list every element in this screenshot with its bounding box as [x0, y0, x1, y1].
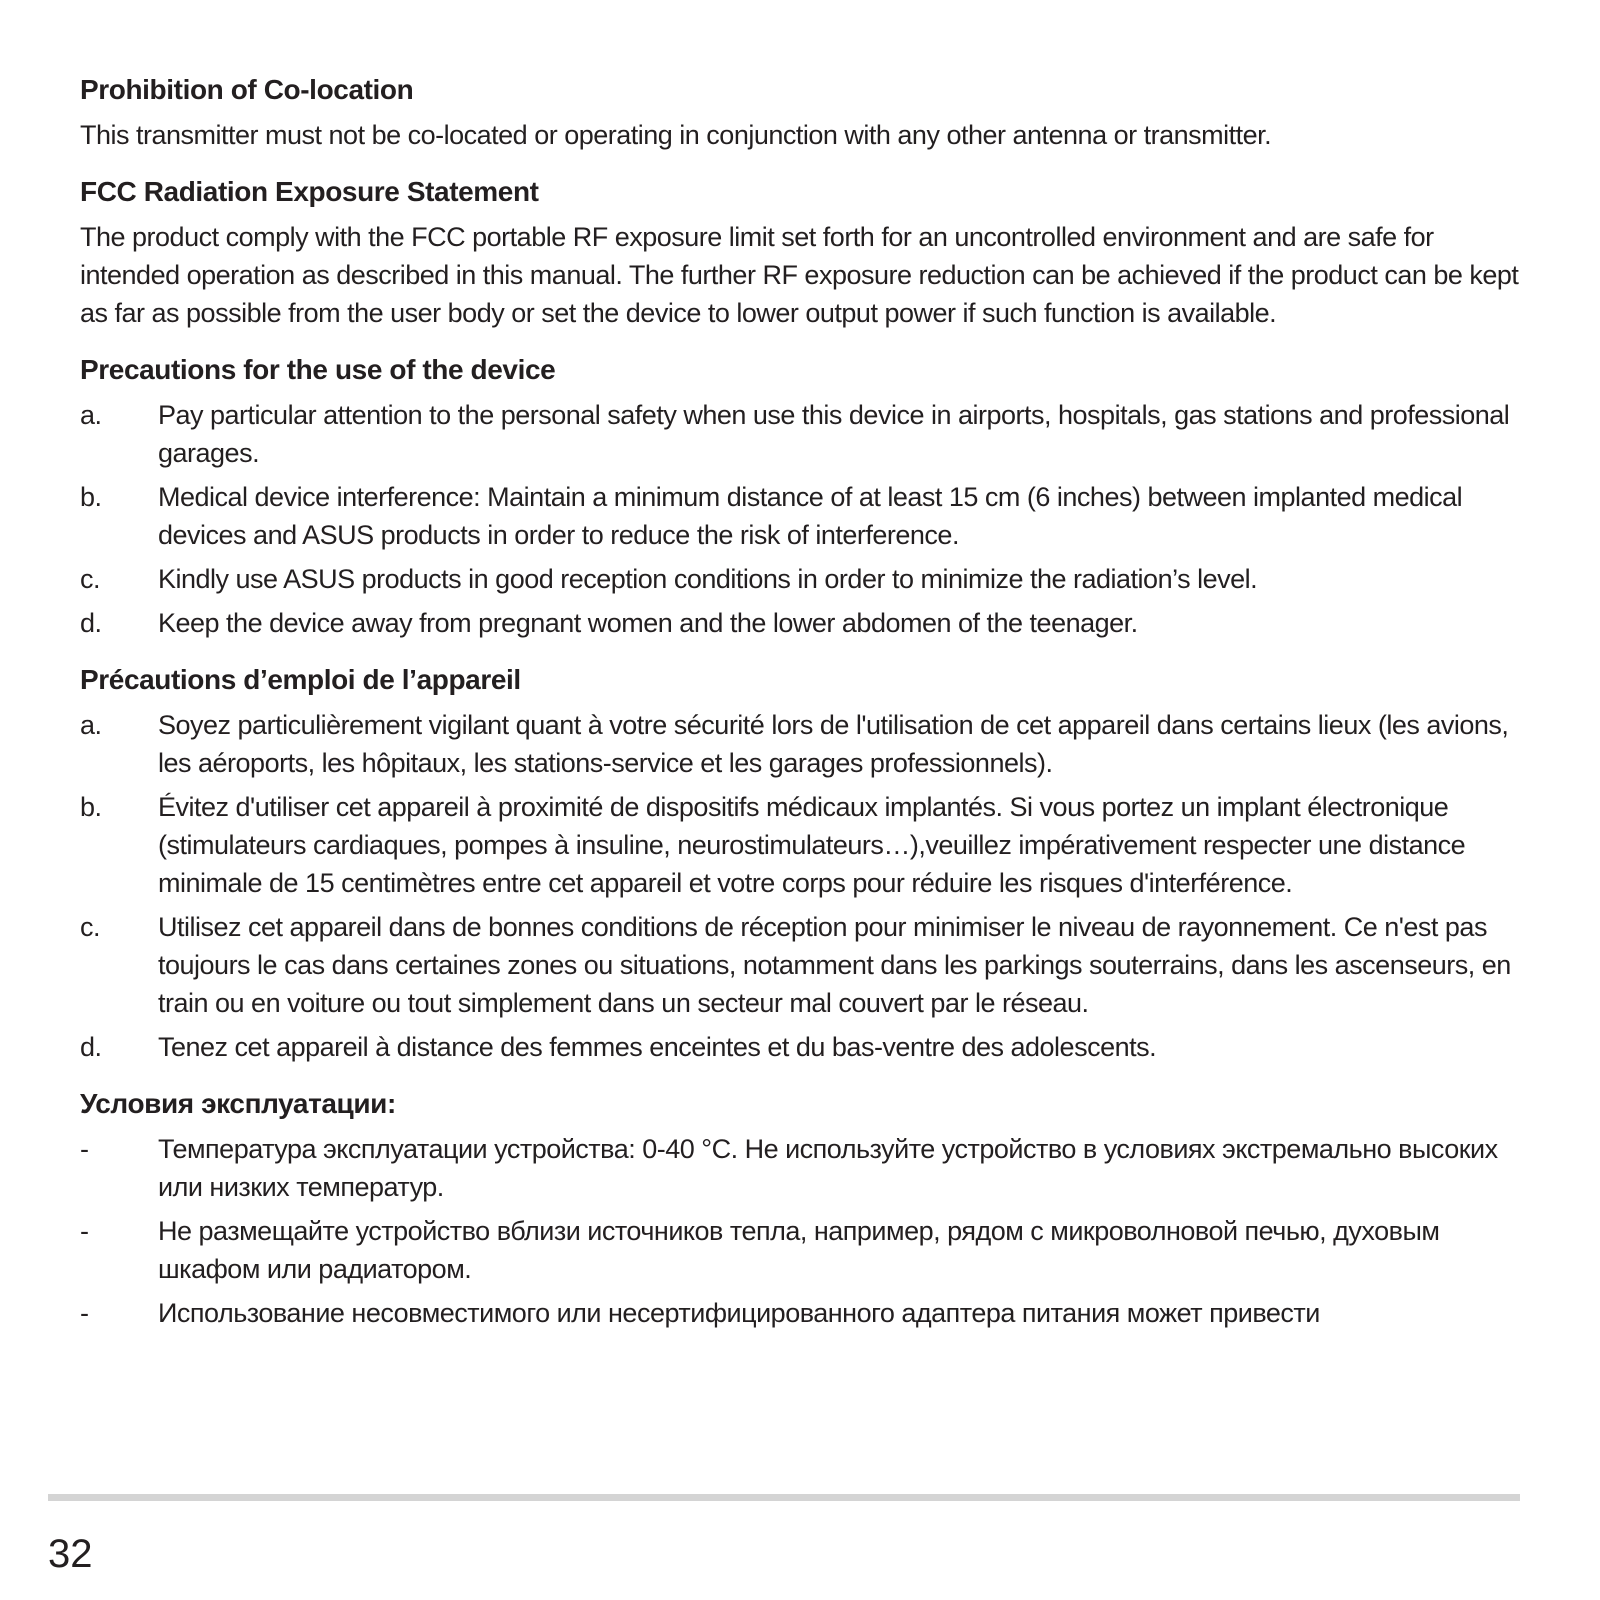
list-item-text: Keep the device away from pregnant women and the lower abdomen of the teenager.	[158, 608, 1138, 638]
list-item-text: Évitez d'utiliser cet appareil à proximité de dispositifs médicaux implantés. Si vous portez un implant électronique (stimulateurs cardiaques, pompes à insuline, neurostimulateurs…),veuillez impérativement respecter une distance minimale de 15 centimètres entre cet appareil et votre corps pour réduire les risques d'interférence.	[158, 792, 1466, 898]
list-item-text: Pay particular attention to the personal safety when use this device in airports, hospitals, gas stations and professional garages.	[158, 400, 1510, 468]
list-marker: b.	[80, 482, 102, 512]
precautions-list	[80, 706, 1520, 1066]
list-item-text: Kindly use ASUS products in good reception conditions in order to minimize the radiation’s level.	[158, 564, 1258, 594]
section-title: Precautions for the use of the device	[80, 354, 556, 385]
section-conditions-ru	[80, 1084, 1520, 1332]
section-title: Prohibition of Co-location	[80, 74, 414, 105]
list-marker: a.	[80, 710, 102, 740]
list-item	[80, 1130, 1520, 1206]
list-item-text: Температура эксплуатации устройства: 0-40 °C. Не используйте устройство в условиях экстремально высоких или низких температур.	[158, 1134, 1498, 1202]
list-marker: d.	[80, 1032, 102, 1062]
list-item	[80, 1028, 1520, 1066]
section-precautions-en	[80, 350, 1520, 642]
list-item	[80, 788, 1520, 902]
footer-divider	[48, 1494, 1520, 1501]
list-item-text: Soyez particulièrement vigilant quant à votre sécurité lors de l'utilisation de cet appareil dans certains lieux (les avions, les aéroports, les hôpitaux, les stations-service et les garages professionnels).	[158, 710, 1509, 778]
document-page	[80, 70, 1520, 1350]
list-item-text: Не размещайте устройство вблизи источников тепла, например, рядом с микроволновой печью, духовым шкафом или радиатором.	[158, 1216, 1440, 1284]
list-item-text: Medical device interference: Maintain a minimum distance of at least 15 cm (6 inches) between implanted medical devices and ASUS products in order to reduce the risk of interference.	[158, 482, 1463, 550]
list-marker: -	[80, 1298, 89, 1328]
list-item	[80, 396, 1520, 472]
section-title: FCC Radiation Exposure Statement	[80, 176, 539, 207]
list-item	[80, 908, 1520, 1022]
list-item	[80, 1294, 1520, 1332]
section-title: Условия эксплуатации:	[80, 1088, 396, 1119]
list-marker: c.	[80, 912, 101, 942]
section-precautions-fr	[80, 660, 1520, 1066]
section-colocation	[80, 70, 1520, 154]
list-item-text: Tenez cet appareil à distance des femmes enceintes et du bas-ventre des adolescents.	[158, 1032, 1157, 1062]
conditions-list	[80, 1130, 1520, 1332]
list-marker: c.	[80, 564, 101, 594]
list-item	[80, 478, 1520, 554]
list-marker: b.	[80, 792, 102, 822]
section-paragraph: The product comply with the FCC portable RF exposure limit set forth for an uncontrolled environment and are safe for intended operation as described in this manual. The further RF exposure reduction can be achieved if the product can be kept as far as possible from the user body or set the device to lower output power if such function is available.	[80, 222, 1519, 328]
section-paragraph: This transmitter must not be co-located or operating in conjunction with any other antenna or transmitter.	[80, 120, 1272, 150]
list-item-text: Использование несовместимого или несертифицированного адаптера питания может привести	[158, 1298, 1320, 1328]
precautions-list	[80, 396, 1520, 642]
page-number: 32	[48, 1532, 93, 1576]
list-marker: -	[80, 1134, 89, 1164]
list-item	[80, 1212, 1520, 1288]
list-item	[80, 706, 1520, 782]
list-item	[80, 560, 1520, 598]
list-marker: d.	[80, 608, 102, 638]
list-marker: a.	[80, 400, 102, 430]
section-fcc	[80, 172, 1520, 332]
list-item-text: Utilisez cet appareil dans de bonnes conditions de réception pour minimiser le niveau de rayonnement. Ce n'est pas toujours le cas dans certaines zones ou situations, notamment dans les parkings souterrains, dans les ascenseurs, en train ou en voiture ou tout simplement dans un secteur mal couvert par le réseau.	[158, 912, 1511, 1018]
list-item	[80, 604, 1520, 642]
list-marker: -	[80, 1216, 89, 1246]
section-title: Précautions d’emploi de l’appareil	[80, 664, 521, 695]
